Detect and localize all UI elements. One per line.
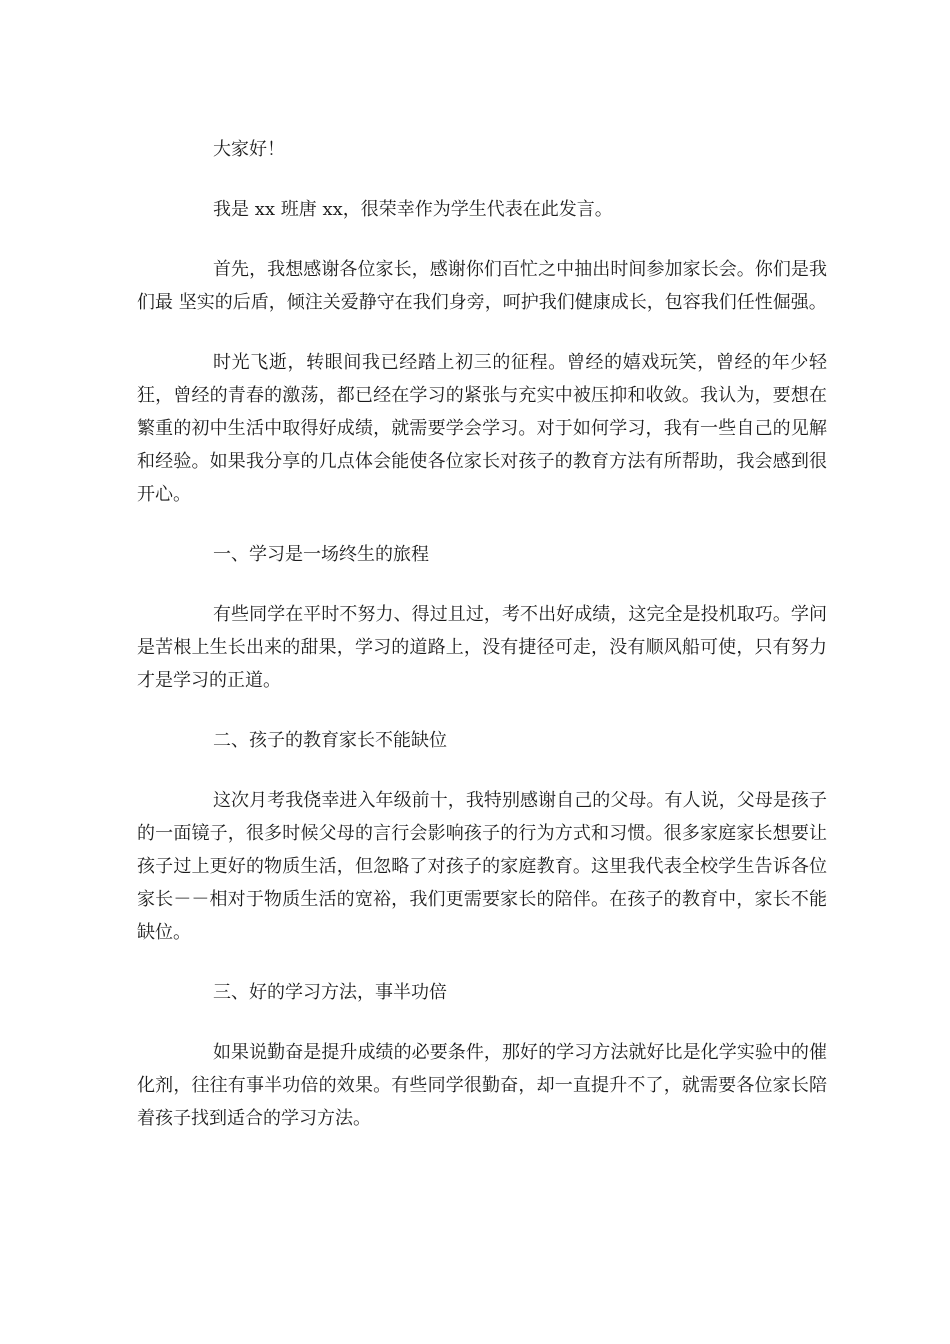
intro-paragraph: 我是 xx 班唐 xx，很荣幸作为学生代表在此发言。 bbox=[213, 199, 613, 220]
greeting: 大家好！ bbox=[213, 139, 285, 160]
paragraph-time: 时光飞逝，转眼间我已经踏上初三的征程。曾经的嬉戏玩笑，曾经的年少轻狂，曾经的青春的激荡，都已经在学习的紧张与充实中被压抑和收敛。我认为，要想在繁重的初中生活中取得好成绩，就需要学会学习。对于如何学习，我有一些自己的见解和经验。如果我分享的几点体会能使各位家长对孩子的教育方法有所帮助，我会感到很开心。 bbox=[137, 352, 827, 505]
speech-body bbox=[137, 133, 827, 1162]
paragraph-section-2: 这次月考我侥幸进入年级前十，我特别感谢自己的父母。有人说，父母是孩子的一面镜子，很多时候父母的言行会影响孩子的行为方式和习惯。很多家庭家长想要让孩子过上更好的物质生活，但忽略了对孩子的家庭教育。这里我代表全校学生告诉各位家长－－相对于物质生活的宽裕，我们更需要家长的陪伴。在孩子的教育中，家长不能缺位。 bbox=[137, 790, 827, 943]
paragraph-section-3: 如果说勤奋是提升成绩的必要条件，那好的学习方法就好比是化学实验中的催化剂，往往有事半功倍的效果。有些同学很勤奋，却一直提升不了，就需要各位家长陪着孩子找到适合的学习方法。 bbox=[137, 1042, 827, 1129]
paragraph-thanks: 首先，我想感谢各位家长，感谢你们百忙之中抽出时间参加家长会。你们是我们最 坚实的后盾，倾注关爱静守在我们身旁，呵护我们健康成长，包容我们任性倔强。 bbox=[137, 259, 827, 313]
paragraph-section-1: 有些同学在平时不努力、得过且过，考不出好成绩，这完全是投机取巧。学问是苦根上生长出来的甜果，学习的道路上，没有捷径可走，没有顺风船可使，只有努力才是学习的正道。 bbox=[137, 604, 827, 691]
section-heading-2: 二、孩子的教育家长不能缺位 bbox=[213, 730, 447, 751]
section-heading-1: 一、学习是一场终生的旅程 bbox=[213, 544, 429, 565]
section-heading-3: 三、好的学习方法，事半功倍 bbox=[213, 982, 447, 1003]
